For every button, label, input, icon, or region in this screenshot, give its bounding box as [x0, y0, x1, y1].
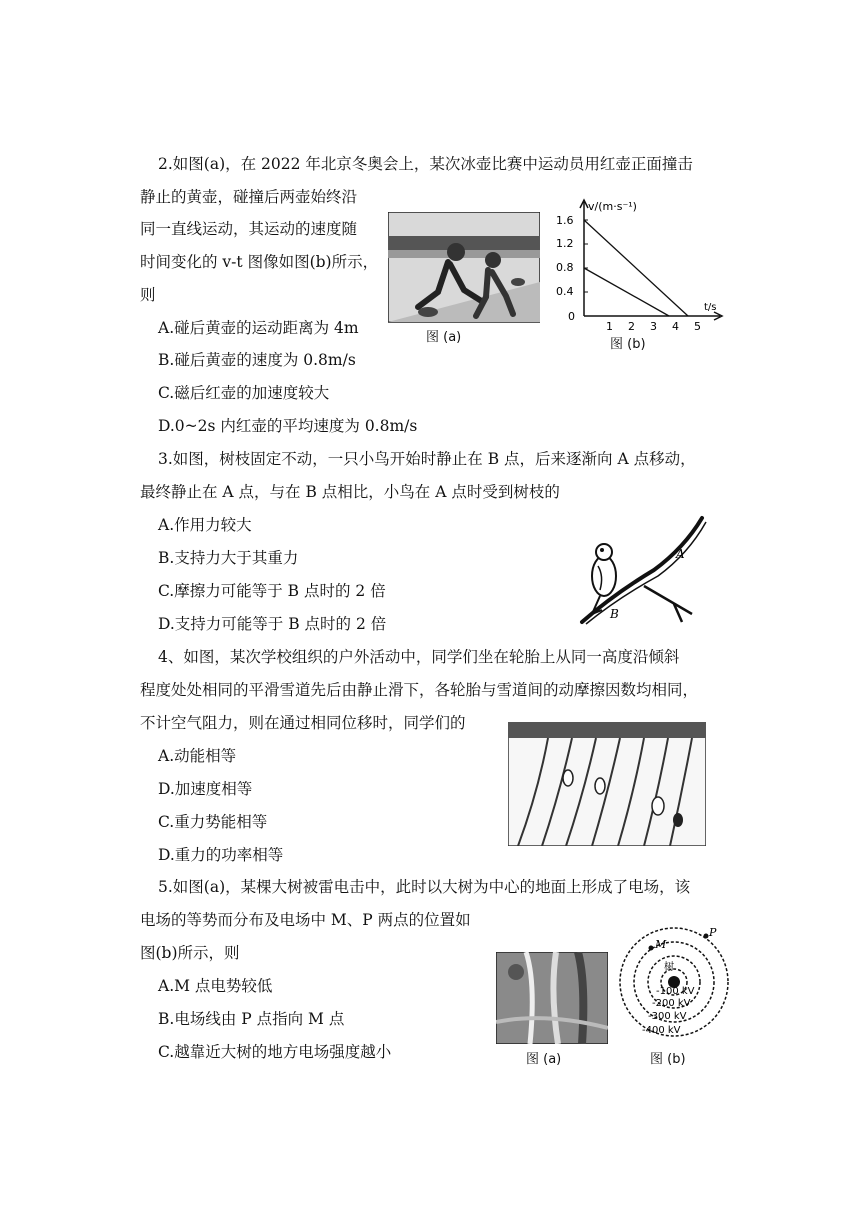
- q2-stem-line4: 时间变化的 v-t 图像如图(b)所示，: [140, 253, 379, 271]
- q2-stem-line1: 2.如图(a)，在 2022 年北京冬奥会上，某次冰壶比赛中运动员用红壶正面撞击: [158, 155, 693, 173]
- branch-label-a: A: [676, 547, 685, 561]
- q4-option-a: A.动能相等: [158, 747, 237, 765]
- label-m: M: [655, 938, 667, 951]
- level-300kv: -300 kV: [648, 1011, 687, 1022]
- vt-ytick-1.6: 1.6: [556, 214, 574, 227]
- q2-option-d: D.0~2s 内红壶的平均速度为 0.8m/s: [158, 417, 418, 435]
- vt-xtick-4: 4: [672, 320, 679, 333]
- vt-graph: [548, 196, 728, 352]
- vt-ytick-1.2: 1.2: [556, 237, 574, 250]
- bird-branch-drawing: [574, 514, 714, 630]
- q2-stem-line3: 同一直线运动，其运动的速度随: [140, 220, 358, 238]
- q5-figure-a-caption: 图 (a): [526, 1052, 562, 1067]
- q3-stem-line1: 3.如图，树枝固定不动，一只小鸟开始时静止在 B 点，后来逐渐向 A 点移动，: [158, 450, 696, 468]
- q3-option-b: B.支持力大于其重力: [158, 549, 299, 567]
- q5-option-b: B.电场线由 P 点指向 M 点: [158, 1010, 345, 1028]
- vt-ytick-0: 0: [568, 310, 575, 323]
- q4-stem-line2: 程度处处相同的平滑雪道先后由静止滑下，各轮胎与雪道间的动摩擦因数均相同，: [140, 681, 699, 699]
- level-200kv: -200 kV: [652, 998, 691, 1009]
- q5-option-c: C.越靠近大树的地方电场强度越小: [158, 1043, 392, 1061]
- vt-xtick-1: 1: [606, 320, 613, 333]
- vt-xtick-5: 5: [694, 320, 701, 333]
- equipotential-diagram: [618, 922, 732, 1046]
- q2-option-b: B.碰后黄壶的速度为 0.8m/s: [158, 351, 356, 369]
- snow-slide-drawing: [508, 722, 706, 846]
- q3-stem-line2: 最终静止在 A 点，与在 B 点相比，小鸟在 A 点时受到树枝的: [140, 483, 560, 501]
- branch-label-b: B: [610, 607, 619, 621]
- q2-figure-a-caption: 图 (a): [426, 330, 462, 345]
- q3-option-a: A.作用力较大: [158, 516, 252, 534]
- q2-stem-line2: 静止的黄壶，碰撞后两壶始终沿: [140, 188, 358, 206]
- q4-option-c: C.重力势能相等: [158, 813, 268, 831]
- q5-stem-line2: 电场的等势而分布及电场中 M、P 两点的位置如: [140, 911, 471, 929]
- point-m: [649, 946, 654, 951]
- vt-xtick-3: 3: [650, 320, 657, 333]
- q2-option-c: C.磁后红壶的加速度较大: [158, 384, 330, 402]
- q5-stem-line1: 5.如图(a)，某棵大树被雷电击中，此时以大树为中心的地面上形成了电场，该: [158, 878, 691, 896]
- q3-figure-bird-branch: [574, 514, 714, 630]
- vt-xlabel: t/s: [704, 302, 717, 313]
- label-p: P: [709, 926, 717, 939]
- q5-figure-a: [496, 952, 608, 1066]
- q5-option-a: A.M 点电势较低: [158, 977, 273, 995]
- curling-photo: [388, 212, 540, 348]
- vt-line-yellow: [584, 268, 669, 316]
- vt-ytick-0.4: 0.4: [556, 285, 574, 298]
- q2-figure-a: [388, 212, 540, 348]
- q4-stem-line3: 不计空气阻力，则在通过相同位移时，同学们的: [140, 714, 466, 732]
- point-p: [704, 934, 709, 939]
- q3-option-d: D.支持力可能等于 B 点时的 2 倍: [158, 615, 387, 633]
- q3-option-c: C.摩擦力可能等于 B 点时的 2 倍: [158, 582, 386, 600]
- vt-xtick-2: 2: [628, 320, 635, 333]
- vt-line-red: [584, 220, 688, 316]
- q5-figure-b: [618, 922, 732, 1066]
- vt-ytick-0.8: 0.8: [556, 261, 574, 274]
- q4-stem-line1: 4、如图，某次学校组织的户外活动中，同学们坐在轮胎上从同一高度沿倾斜: [158, 648, 680, 666]
- lightning-tree-photo: [496, 952, 608, 1044]
- q4-option-d: D.重力的功率相等: [158, 846, 284, 864]
- level-100kv: -100 kV: [656, 986, 695, 997]
- q2-figure-b-caption: 图 (b): [610, 337, 646, 352]
- level-400kv: -400 kV: [642, 1025, 681, 1036]
- q2-stem-line5: 则: [140, 286, 156, 304]
- q2-figure-b: [548, 196, 728, 352]
- vt-ylabel: v/(m·s⁻¹): [588, 200, 637, 213]
- q2-option-a: A.碰后黄壶的运动距离为 4m: [158, 319, 359, 337]
- q4-figure-snow-slide: [508, 722, 706, 846]
- q4-option-b: D.加速度相等: [158, 780, 253, 798]
- tree-label: 树: [664, 962, 674, 973]
- q5-stem-line3: 图(b)所示，则: [140, 944, 240, 962]
- q5-figure-b-caption: 图 (b): [650, 1052, 686, 1067]
